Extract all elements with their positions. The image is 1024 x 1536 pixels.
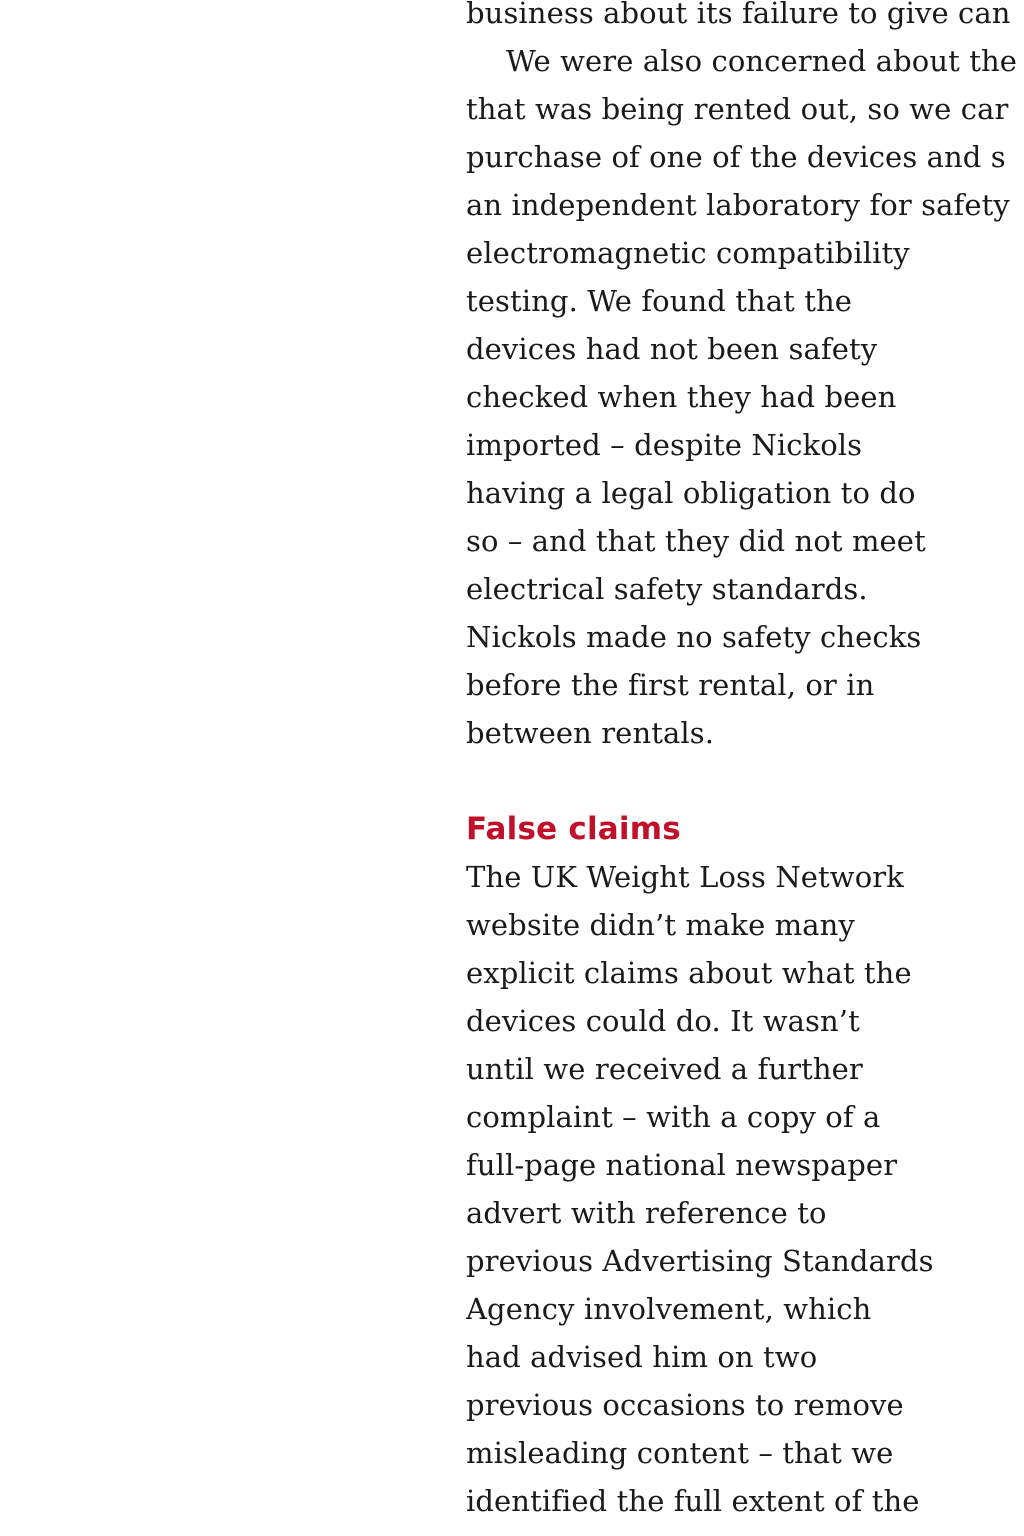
text-line: previous Advertising Standards [466, 1244, 934, 1278]
section-spacer [466, 757, 1024, 805]
article-column [466, 0, 1024, 1525]
text-line: until we received a further [466, 1052, 863, 1086]
text-line: business about its failure to give can [466, 0, 1011, 30]
text-line: before the first rental, or in [466, 668, 875, 702]
text-line: previous occasions to remove [466, 1388, 904, 1422]
text-line: We were also concerned about the [506, 44, 1017, 78]
text-line: purchase of one of the devices and s [466, 140, 1006, 174]
text-line: testing. We found that the [466, 284, 853, 318]
text-line: devices had not been safety [466, 332, 878, 366]
text-line: checked when they had been [466, 380, 897, 414]
text-line: an independent laboratory for safety [466, 188, 1010, 222]
text-line: Nickols made no safety checks [466, 620, 922, 654]
text-line: devices could do. It wasn’t [466, 1004, 860, 1038]
text-line: having a legal obligation to do [466, 476, 916, 510]
text-line: so – and that they did not meet [466, 524, 926, 558]
text-line: complaint – with a copy of a [466, 1100, 881, 1134]
text-line: imported – despite Nickols [466, 428, 863, 462]
paragraph-false-claims [466, 853, 1024, 1525]
text-line: misleading content – that we [466, 1436, 894, 1470]
text-line: between rentals. [466, 716, 715, 750]
section-heading-false-claims: False claims [466, 811, 681, 847]
text-line: had advised him on two [466, 1340, 818, 1374]
text-line: identified the full extent of the [466, 1484, 920, 1518]
paragraph-safety-testing [466, 0, 1024, 757]
text-line: that was being rented out, so we car [466, 92, 1009, 126]
text-line: Agency involvement, which [466, 1292, 872, 1326]
text-line: explicit claims about what the [466, 956, 912, 990]
text-line: electromagnetic compatibility [466, 236, 910, 270]
text-line: advert with reference to [466, 1196, 827, 1230]
text-line: electrical safety standards. [466, 572, 868, 606]
text-line: full-page national newspaper [466, 1148, 898, 1182]
text-line: The UK Weight Loss Network [466, 860, 904, 894]
text-line: website didn’t make many [466, 908, 855, 942]
